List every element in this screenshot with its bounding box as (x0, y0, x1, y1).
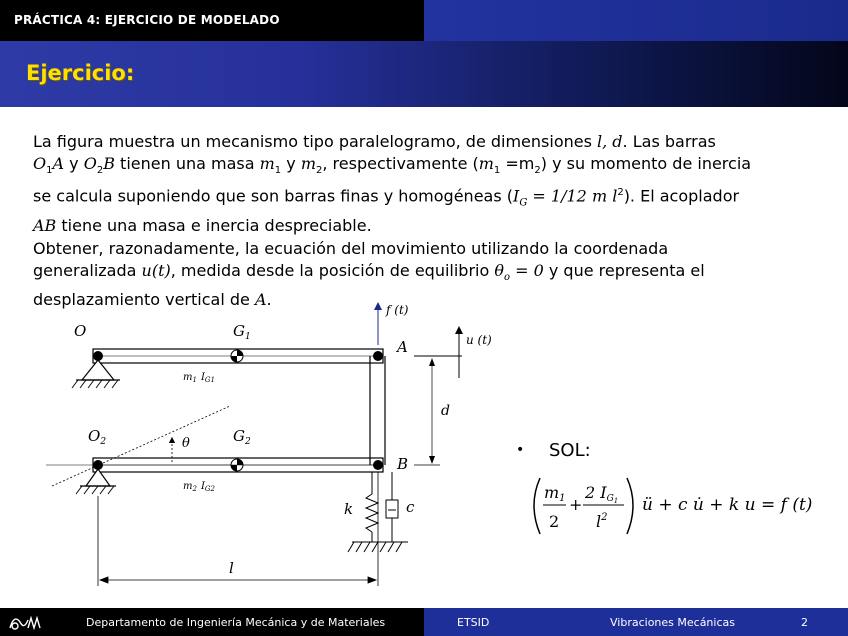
page-number: 2 (801, 616, 808, 629)
label-g2: $G_2$ (233, 427, 251, 447)
svg-text:l2: $l^2$ (596, 512, 608, 531)
spring-k (366, 472, 378, 542)
dimension-d (414, 358, 440, 465)
svg-text:+: + (569, 495, 583, 514)
top-bar-right (424, 0, 848, 41)
label-b: B (397, 455, 409, 473)
label-o: O (74, 322, 87, 340)
sol-label: SOL: (549, 440, 591, 461)
task-line-3: desplazamiento vertical de A. (33, 290, 272, 310)
slide-title: Ejercicio: (26, 61, 135, 85)
svg-text:2 IG1: 2 IG1 (585, 483, 619, 505)
label-k: k (344, 500, 354, 518)
label-ft: f (t) (386, 303, 409, 317)
svg-text:ü + c u̇ + k u = f (t): ü + c u̇ + k u = f (t) (642, 495, 813, 515)
com-g1-icon (231, 350, 243, 362)
footer-course: Vibraciones Mecánicas (610, 616, 735, 629)
label-m2-ig2: $m_2$ $I_{G2}$ (183, 481, 215, 493)
statement-line-4: AB tiene una masa e inercia despreciable. (33, 215, 372, 235)
label-c: c (406, 498, 415, 516)
top-bar (0, 0, 848, 41)
statement-line-3: se calcula suponiendo que son barras finas y homogéneas ($I_G = 1/12$ m $l^2$). El acoplador (33, 186, 740, 209)
label-ut: u (t) (466, 333, 492, 347)
svg-text:m1: m1 (544, 483, 566, 504)
angle-line (52, 406, 230, 486)
footer (0, 608, 848, 636)
statement-line-2: $O_1A$ y $O_2B$ tienen una masa $m_1$ y $m_2$, respectivamente $(m_1 =m_2)$ y su momento de inercia (33, 154, 752, 177)
damper-c (386, 472, 398, 542)
coupler-ab (370, 356, 385, 465)
label-d: d (441, 403, 450, 419)
joint-a (373, 351, 383, 361)
label-theta: θ (182, 436, 190, 451)
svg-text:2: 2 (549, 512, 560, 531)
label-m1-ig1: $m_1$ $I_{G1}$ (183, 372, 215, 384)
label-o2: $O_2$ (88, 427, 107, 447)
footer-school: ETSID (457, 616, 490, 629)
institution-logo-icon (6, 610, 46, 634)
footer-department: Departamento de Ingeniería Mecánica y de Materiales (86, 616, 386, 629)
label-g1: $G_1$ (233, 322, 251, 342)
label-a: A (397, 338, 408, 356)
label-l: l (229, 559, 234, 577)
section-title: PRÁCTICA 4: EJERCICIO DE MODELADO (14, 13, 280, 27)
sol-bullet: • (516, 442, 525, 458)
solution-equation (534, 478, 812, 534)
statement-line-1: La figura muestra un mecanismo tipo paralelogramo, de dimensiones l, d. Las barras (33, 132, 716, 151)
task-line-2: generalizada u(t), medida desde la posición de equilibrio $\theta_o = 0$ y que representa el (33, 261, 705, 284)
u-indicator (414, 330, 462, 378)
task-line-1: Obtener, razonadamente, la ecuación del movimiento utilizando la coordenada (33, 239, 669, 258)
dimension-l (98, 472, 378, 586)
mechanism-figure (0, 300, 848, 605)
paragraph-statement (33, 131, 823, 237)
